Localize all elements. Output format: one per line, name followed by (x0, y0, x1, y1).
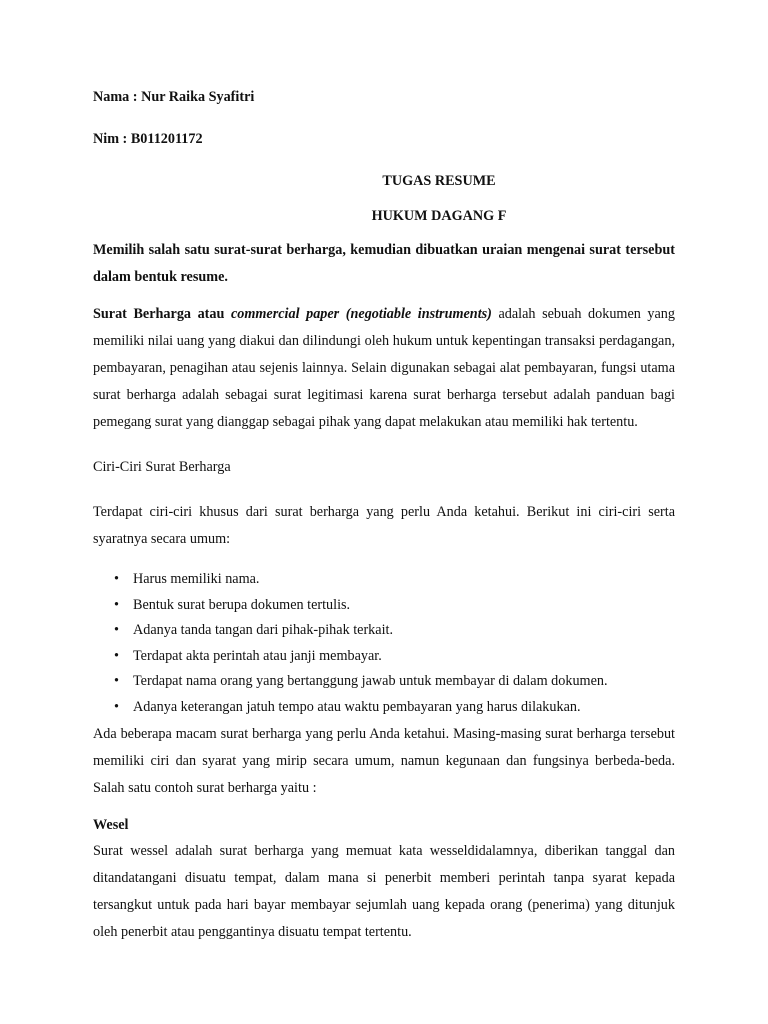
bullet-icon: • (114, 622, 119, 639)
bullet-icon: • (114, 647, 119, 664)
list-item (93, 644, 675, 670)
list-item (93, 593, 675, 619)
document-title: TUGAS RESUME (382, 173, 496, 189)
document-subtitle: HUKUM DAGANG F (371, 208, 507, 224)
list-item-text: Terdapat akta perintah atau janji membayar. (133, 647, 382, 664)
bullet-icon: • (114, 673, 119, 690)
ciri-intro-paragraph: Terdapat ciri-ciri khusus dari surat berharga yang perlu Anda ketahui. Berikut ini ciri-ciri serta syaratnya secara umum: (93, 504, 675, 547)
bullet-icon: • (114, 571, 119, 587)
list-item (93, 618, 675, 644)
list-item (93, 669, 675, 695)
document-page (93, 84, 675, 946)
section-heading-wesel: Wesel (93, 816, 129, 833)
definition-paragraph (93, 301, 675, 436)
student-id: Nim : B011201172 (93, 131, 203, 147)
list-item-text: Bentuk surat berupa dokumen tertulis. (133, 596, 351, 613)
list-item-text: Adanya tanda tangan dari pihak-pihak terkait. (133, 622, 394, 639)
definition-text: adalah sebuah dokumen yang memiliki nilai uang yang diakui dan dilindungi oleh hukum untuk kepentingan transaksi perdagangan, pembayaran, penagihan atau sejenis lainnya. Selain digunakan sebagai alat pembayaran, fungsi utama surat berharga adalah sebagai surat legitimasi karena surat berharga tersebut adalah panduan bagi pemegang surat yang dianggap sebagai pihak yang dapat melakukan atau memiliki hak tertentu. (93, 306, 675, 430)
ciri-list (93, 567, 675, 721)
list-item-text: Terdapat nama orang yang bertanggung jawab untuk membayar di dalam dokumen. (133, 673, 608, 690)
list-item (93, 695, 675, 721)
list-item-text: Adanya keterangan jatuh tempo atau waktu pembayaran yang harus dilakukan. (133, 698, 581, 715)
bullet-icon: • (114, 596, 119, 613)
section-heading-ciri: Ciri-Ciri Surat Berharga (93, 459, 231, 475)
wesel-paragraph: Surat wessel adalah surat berharga yang memuat kata wesseldidalamnya, diberikan tanggal dan ditandatangani disuatu tempat, dalam mana si penerbit memberi perintah tanpa syarat kepada tersangkut untuk pada hari bayar membayar sejumlah uang kepada orang (penerima) yang ditunjuk oleh penerbit atau penggantinya disuatu tempat tertentu. (93, 842, 675, 940)
student-name: Nama : Nur Raika Syafitri (93, 89, 255, 105)
list-item-text: Harus memiliki nama. (133, 571, 260, 587)
list-item (93, 567, 675, 593)
bullet-icon: • (114, 698, 119, 715)
types-paragraph: Ada beberapa macam surat berharga yang perlu Anda ketahui. Masing-masing surat berharga tersebut memiliki ciri dan syarat yang mirip secara umum, namun kegunaan dan fungsinya berbeda-beda. Salah satu contoh surat berharga yaitu : (93, 725, 675, 796)
definition-term-english: commercial paper (negotiable instruments) (230, 306, 492, 322)
assignment-instruction: Memilih salah satu surat-surat berharga, kemudian dibuatkan uraian mengenai surat tersebut dalam bentuk resume. (93, 242, 675, 285)
definition-term: Surat Berharga atau (93, 306, 231, 322)
